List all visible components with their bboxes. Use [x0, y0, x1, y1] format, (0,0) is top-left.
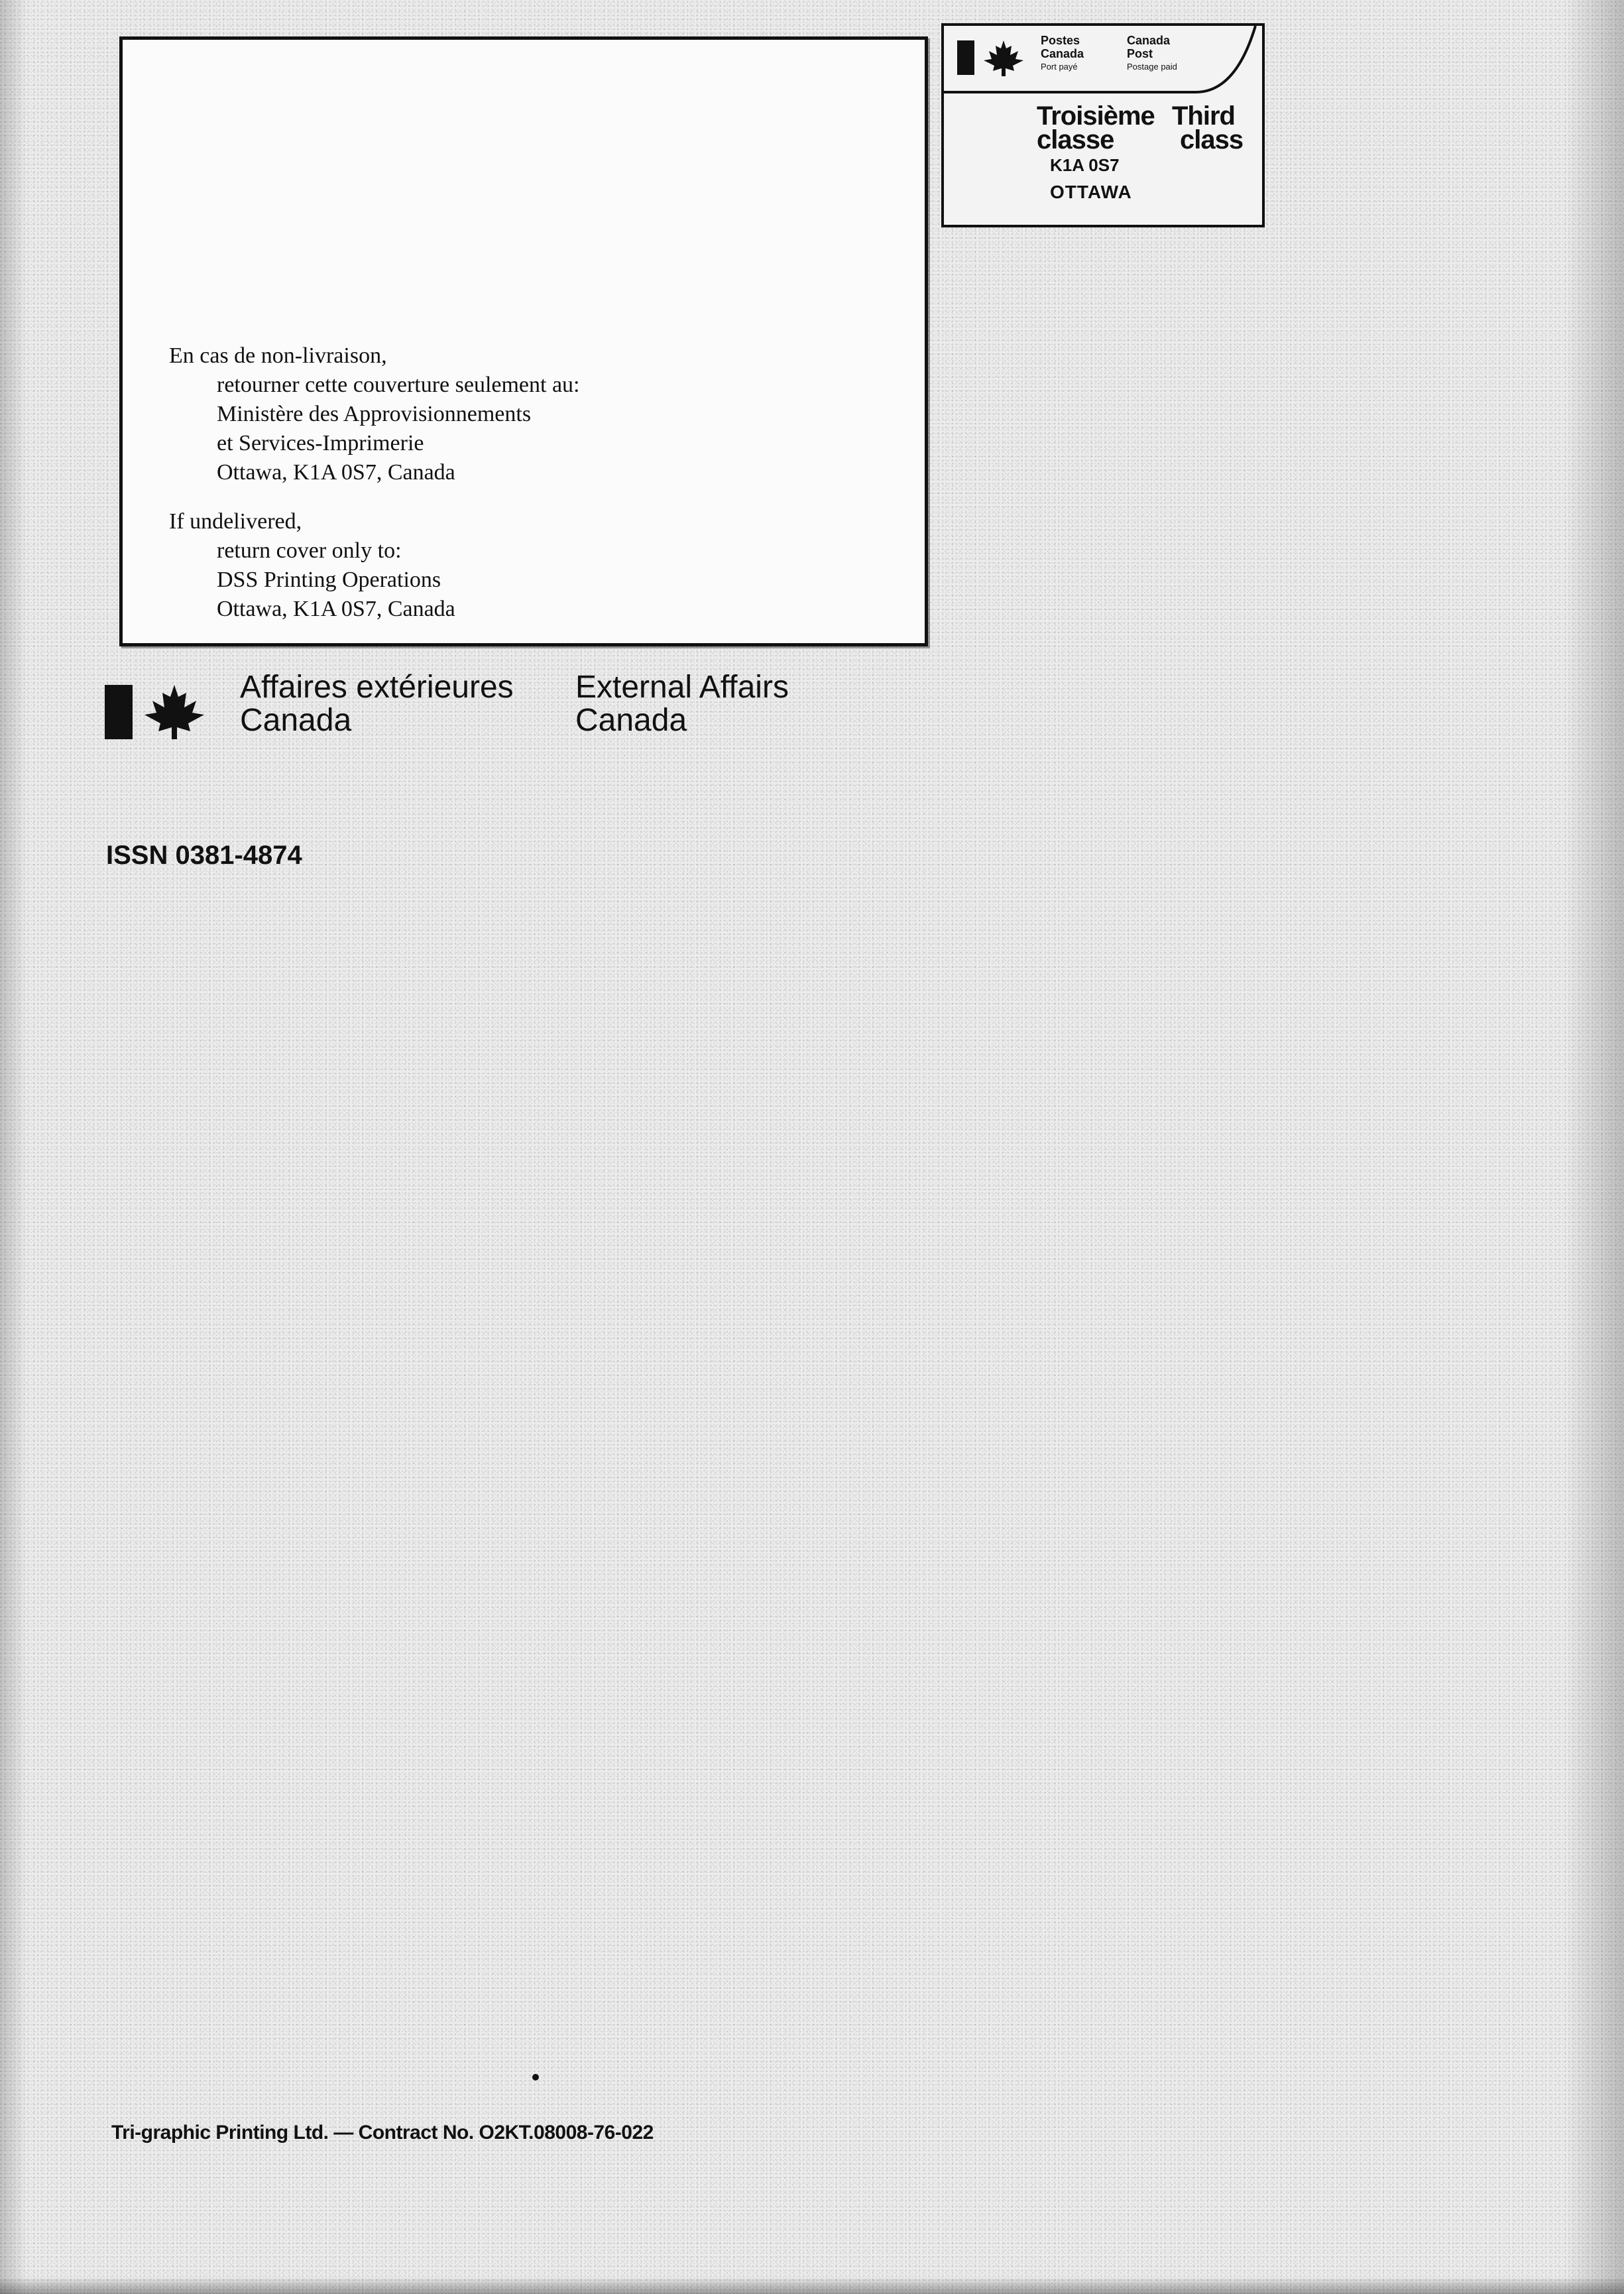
fr-line-4: et Services-Imprimerie	[217, 431, 424, 455]
page-edge-shadow-left	[0, 0, 27, 2294]
canada-flag-logo-icon	[105, 680, 211, 739]
page-edge-shadow-bottom	[0, 2277, 1624, 2294]
canada-en-text: Canada	[1127, 34, 1171, 47]
issn-number: ISSN 0381-4874	[106, 841, 302, 870]
department-fr-line-1: Affaires extérieures	[240, 670, 514, 705]
page-edge-shadow-right	[1564, 0, 1624, 2294]
fr-line-5: Ottawa, K1A 0S7, Canada	[217, 460, 455, 485]
department-name-en	[575, 671, 789, 737]
class-fr-line-1: Troisième	[1037, 101, 1155, 131]
department-en-line-1: External Affairs	[575, 670, 789, 705]
class-en-line-2: class	[1180, 125, 1244, 154]
address-gap	[169, 487, 580, 507]
postage-en-label	[1127, 34, 1177, 74]
postal-code: K1A 0S7	[1050, 155, 1120, 175]
return-address-box	[119, 36, 928, 646]
post-text: Post	[1127, 47, 1153, 60]
postage-indicia	[941, 23, 1265, 227]
class-fr-line-2: classe	[1037, 125, 1114, 154]
ink-speck	[532, 2074, 539, 2081]
class-en	[1169, 101, 1244, 154]
department-fr-line-2: Canada	[240, 703, 352, 738]
return-address-text	[169, 341, 580, 624]
printer-credit: Tri-graphic Printing Ltd. — Contract No. O2KT.08008-76-022	[111, 2122, 654, 2143]
postage-fr-label	[1041, 34, 1084, 74]
fr-line-3: Ministère des Approvisionnements	[217, 402, 532, 426]
canada-flag-icon	[957, 38, 1030, 78]
en-line-1: If undelivered,	[169, 509, 302, 534]
class-en-line-1: Third	[1172, 101, 1235, 131]
port-paye-text: Port payé	[1041, 62, 1078, 72]
canada-fr-text: Canada	[1041, 47, 1084, 60]
class-fr	[1037, 101, 1155, 154]
en-line-3: DSS Printing Operations	[217, 568, 441, 592]
department-en-line-2: Canada	[575, 703, 687, 738]
postes-text: Postes	[1041, 34, 1080, 47]
en-line-4: Ottawa, K1A 0S7, Canada	[217, 597, 455, 621]
postage-paid-text: Postage paid	[1127, 62, 1177, 72]
department-name-fr	[240, 671, 514, 737]
postage-city: OTTAWA	[1050, 182, 1132, 202]
fr-line-1: En cas de non-livraison,	[169, 343, 387, 368]
en-line-2: return cover only to:	[217, 538, 402, 563]
fr-line-2: retourner cette couverture seulement au:	[217, 373, 580, 397]
